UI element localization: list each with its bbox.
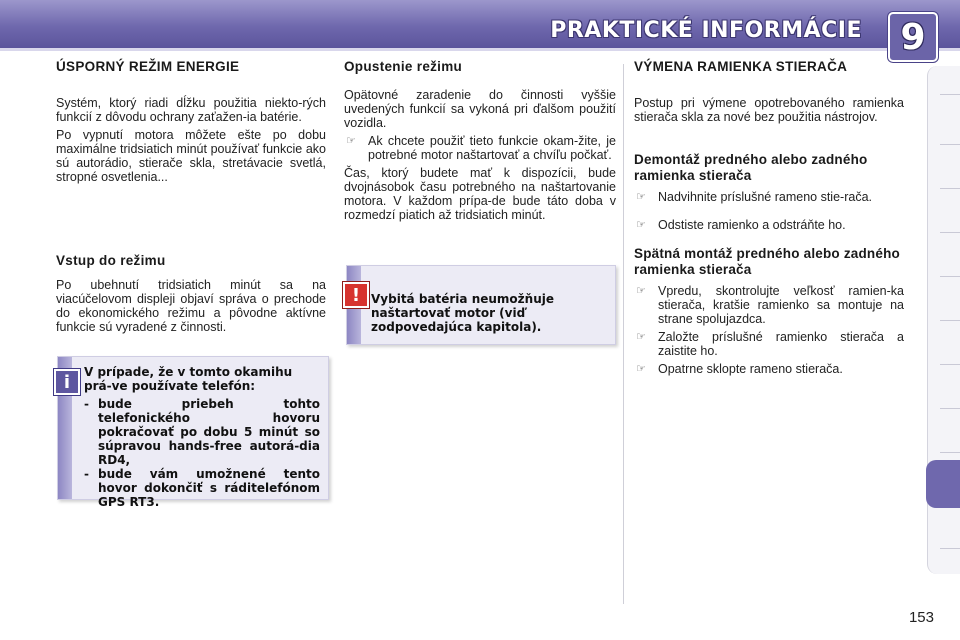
bullet-text: Odstiste ramienko a odstráňte ho.	[658, 218, 846, 232]
pointing-hand-icon: ☞	[636, 191, 646, 203]
column-divider	[623, 64, 624, 604]
pointing-hand-icon: ☞	[636, 285, 646, 297]
paragraph: Systém, ktorý riadi dĺžku použitia niekto-rých funkcií z dôvodu ochrany zaťažen-ia batérie.	[56, 96, 326, 124]
column-energy-saving	[56, 60, 326, 338]
bullet-text: Založte príslušné ramienko stierača a zaistite ho.	[658, 330, 904, 358]
info-icon: i	[54, 369, 80, 395]
section-title: Opustenie režimu	[344, 59, 463, 74]
bullet-text: Vpredu, skontrolujte veľkosť ramien-ka stierača, kratšie ramienko sa montuje na strane spolujazdca.	[658, 284, 904, 326]
bullet-text: Nadvihnite príslušné rameno stie-rača.	[658, 190, 872, 204]
column-exit-mode	[344, 60, 616, 226]
list-item	[634, 190, 904, 204]
list-item	[634, 330, 904, 358]
subsection-title: Spätná montáž predného alebo zadného ramienka stierača	[634, 246, 900, 277]
info-item: bude vám umožnené tento hovor dokončiť s ráditelefónom GPS RT3.	[98, 467, 320, 509]
list-item	[634, 284, 904, 326]
tab-divider	[940, 232, 960, 233]
dash-marker: -	[84, 467, 89, 481]
chapter-tab-active[interactable]	[926, 460, 960, 508]
tab-divider	[940, 276, 960, 277]
list-item	[344, 134, 616, 162]
paragraph: Opätovné zaradenie do činnosti vyššie uvedených funkcií sa vykoná pri ďalšom použití vozidla.	[344, 88, 616, 130]
bullet-text: Opatrne sklopte rameno stierača.	[658, 362, 843, 376]
tab-divider	[940, 408, 960, 409]
tab-divider	[940, 452, 960, 453]
section-title: VÝMENA RAMIENKA STIERAČA	[634, 59, 848, 74]
pointing-hand-icon: ☞	[346, 135, 356, 147]
paragraph: Postup pri výmene opotrebovaného ramienka stierača skla za nové bez použitia nástrojov.	[634, 96, 904, 124]
tab-divider	[940, 548, 960, 549]
info-box-text	[84, 365, 320, 509]
pointing-hand-icon: ☞	[636, 219, 646, 231]
pointing-hand-icon: ☞	[636, 363, 646, 375]
list-item	[84, 397, 320, 467]
column-wiper-replacement	[634, 60, 904, 380]
tab-divider	[940, 364, 960, 365]
info-box	[57, 356, 329, 509]
tab-divider	[940, 94, 960, 95]
paragraph: Po vypnutí motora môžete ešte po dobu maximálne tridsiatich minút používať funkcie ako sú autorádio, stierače skla, stretávacie svetlá, stropné osvetlenia...	[56, 128, 326, 184]
warning-box	[346, 265, 616, 345]
section-title: Vstup do režimu	[56, 253, 166, 268]
tab-divider	[940, 144, 960, 145]
warning-icon: !	[343, 282, 369, 308]
paragraph: Čas, ktorý budete mať k dispozícii, bude dvojnásobok času potrebného na naštartovanie motora. V každom prípa-de bude táto doba v rozmedzí piatich až tridsiatich minút.	[344, 166, 616, 222]
subsection-title: Demontáž predného alebo zadného ramienka stierača	[634, 152, 868, 183]
info-box-heading: V prípade, že v tomto okamihu prá-ve používate telefón:	[84, 365, 293, 393]
list-item	[84, 467, 320, 509]
section-title: ÚSPORNÝ REŽIM ENERGIE	[56, 59, 240, 74]
list-item	[634, 218, 904, 232]
page-title: PRAKTICKÉ INFORMÁCIE	[550, 18, 862, 43]
header-divider	[0, 48, 960, 51]
dash-marker: -	[84, 397, 89, 411]
list-item	[634, 362, 904, 376]
info-item: bude priebeh tohto telefonického hovoru pokračovať po dobu 5 minút so súpravou hands-free autorá-dia RD4,	[98, 397, 320, 467]
warning-text: Vybitá batéria neumožňuje naštartovať motor (viď zodpovedajúca kapitola).	[371, 292, 554, 334]
tab-divider	[940, 320, 960, 321]
chapter-badge[interactable]: 9	[888, 12, 938, 62]
page-number: 153	[908, 609, 934, 626]
paragraph: Po ubehnutí tridsiatich minút sa na viacúčelovom displeji objaví správa o prechode do ekonomického režimu a pôvodne aktívne funkcie sú vyradené z činnosti.	[56, 278, 326, 334]
pointing-hand-icon: ☞	[636, 331, 646, 343]
tab-divider	[940, 188, 960, 189]
bullet-text: Ak chcete použiť tieto funkcie okam-žite, je potrebné motor naštartovať a chvíľu počkať.	[368, 134, 616, 162]
